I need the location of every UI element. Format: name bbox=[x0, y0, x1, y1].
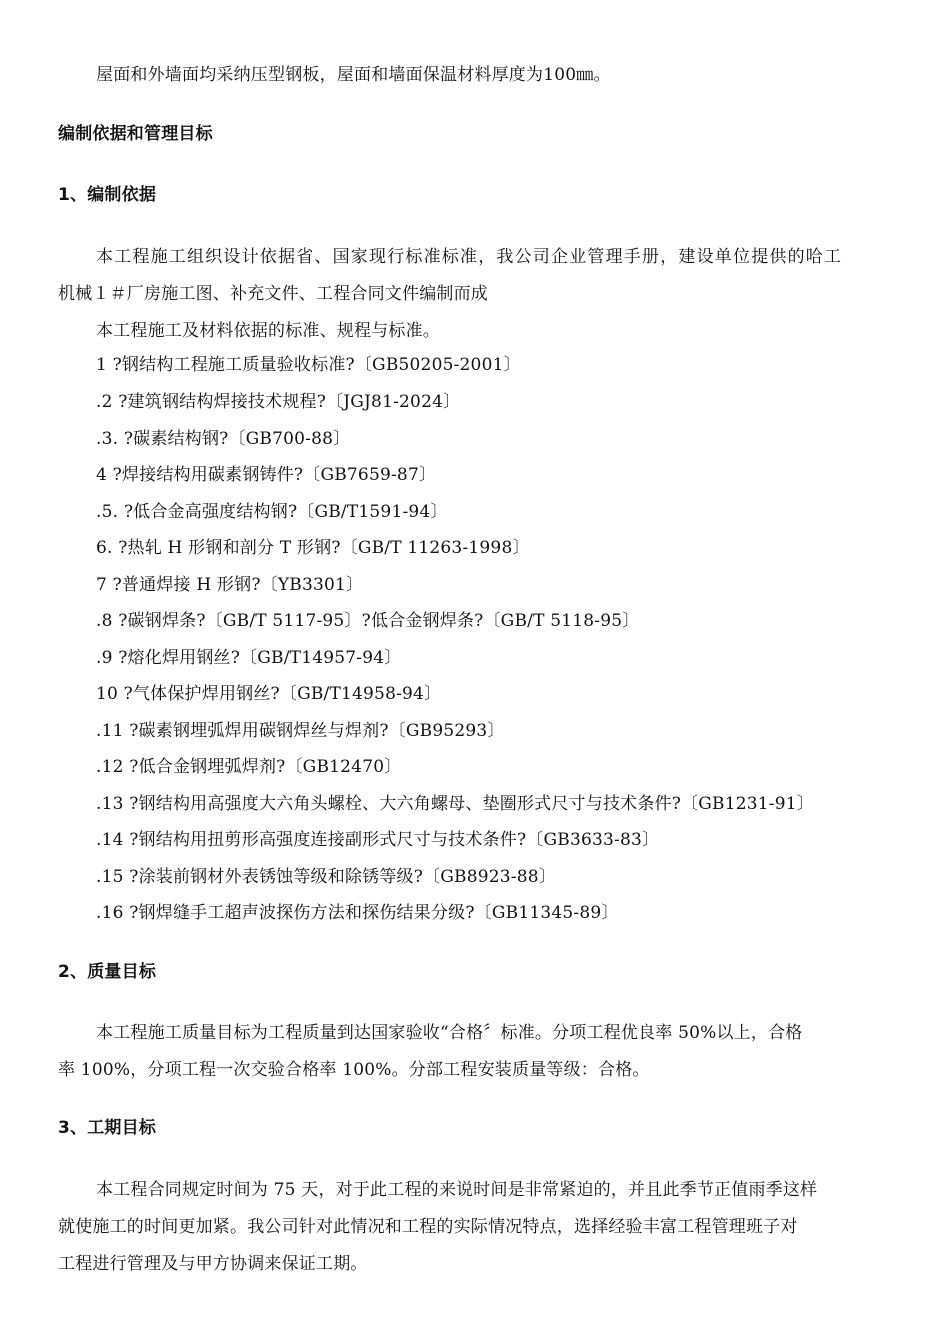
standard-item: .16 ?钢焊缝手工超声波探伤方法和探伤结果分级?〔GB11345-89〕 bbox=[96, 903, 619, 923]
standard-item: .9 ?熔化焊用钢丝?〔GB/T14957-94〕 bbox=[96, 648, 402, 668]
basis-paragraph-line-2: 机械１＃厂房施工图、补充文件、工程合同文件编制而成 bbox=[58, 284, 488, 304]
standard-item: 7 ?普通焊接 H 形钢?〔YB3301〕 bbox=[96, 575, 364, 595]
standard-item: 1 ?钢结构工程施工质量验收标准?〔GB50205-2001〕 bbox=[96, 355, 521, 375]
quality-paragraph-line-2: 率 100%，分项工程一次交验合格率 100%。分部工程安装质量等级：合格。 bbox=[58, 1060, 650, 1080]
basis-heading: 1、编制依据 bbox=[58, 185, 157, 205]
standard-item: .15 ?涂装前钢材外表锈蚀等级和除锈等级?〔GB8923-88〕 bbox=[96, 867, 556, 887]
schedule-paragraph-line-3: 工程进行管理及与甲方协调来保证工期。 bbox=[58, 1254, 368, 1274]
standard-item: .3. ?碳素结构钢?〔GB700-88〕 bbox=[96, 429, 351, 449]
standard-item: .5. ?低合金高强度结构钢?〔GB/T1591-94〕 bbox=[96, 502, 448, 522]
schedule-paragraph-line-2: 就使施工的时间更加紧。我公司针对此情况和工程的实际情况特点，选择经验丰富工程管理班子对 bbox=[58, 1217, 798, 1237]
schedule-heading: 3、工期目标 bbox=[58, 1118, 157, 1138]
quality-heading: 2、质量目标 bbox=[58, 962, 157, 982]
standard-item: .11 ?碳素钢埋弧焊用碳钢焊丝与焊剂?〔GB95293〕 bbox=[96, 721, 505, 741]
standard-item: .14 ?钢结构用扭剪形高强度连接副形式尺寸与技术条件?〔GB3633-83〕 bbox=[96, 830, 660, 850]
standards-intro: 本工程施工及材料依据的标准、规程与标准。 bbox=[96, 321, 440, 341]
standard-item: .2 ?建筑钢结构焊接技术规程?〔JGJ81-2024〕 bbox=[96, 392, 461, 412]
schedule-paragraph-line-1: 本工程合同规定时间为 75 天，对于此工程的来说时间是非常紧迫的，并且此季节正值雨季这样 bbox=[96, 1180, 818, 1200]
standard-item: 10 ?气体保护焊用钢丝?〔GB/T14958-94〕 bbox=[96, 684, 442, 704]
basis-paragraph-line-1: 本工程施工组织设计依据省、国家现行标准标准，我公司企业管理手册，建设单位提供的哈工 bbox=[96, 247, 843, 267]
standard-item: 4 ?焊接结构用碳素钢铸件?〔GB7659-87〕 bbox=[96, 465, 437, 485]
section-title: 编制依据和管理目标 bbox=[58, 124, 213, 144]
standard-item: 6. ?热轧 H 形钢和剖分 T 形钢?〔GB/T 11263-1998〕 bbox=[96, 538, 530, 558]
quality-paragraph-line-1: 本工程施工质量目标为工程质量到达国家验收“合格〞标准。分项工程优良率 50%以上，合格 bbox=[96, 1023, 803, 1043]
intro-paragraph: 屋面和外墙面均采纳压型钢板，屋面和墙面保温材料厚度为100㎜。 bbox=[96, 65, 611, 85]
standard-item: .8 ?碳钢焊条?〔GB/T 5117-95〕?低合金钢焊条?〔GB/T 5118-95〕 bbox=[96, 611, 640, 631]
standard-item: .13 ?钢结构用高强度大六角头螺栓、大六角螺母、垫圈形式尺寸与技术条件?〔GB1231-91〕 bbox=[96, 794, 814, 814]
standard-item: .12 ?低合金钢埋弧焊剂?〔GB12470〕 bbox=[96, 757, 402, 777]
